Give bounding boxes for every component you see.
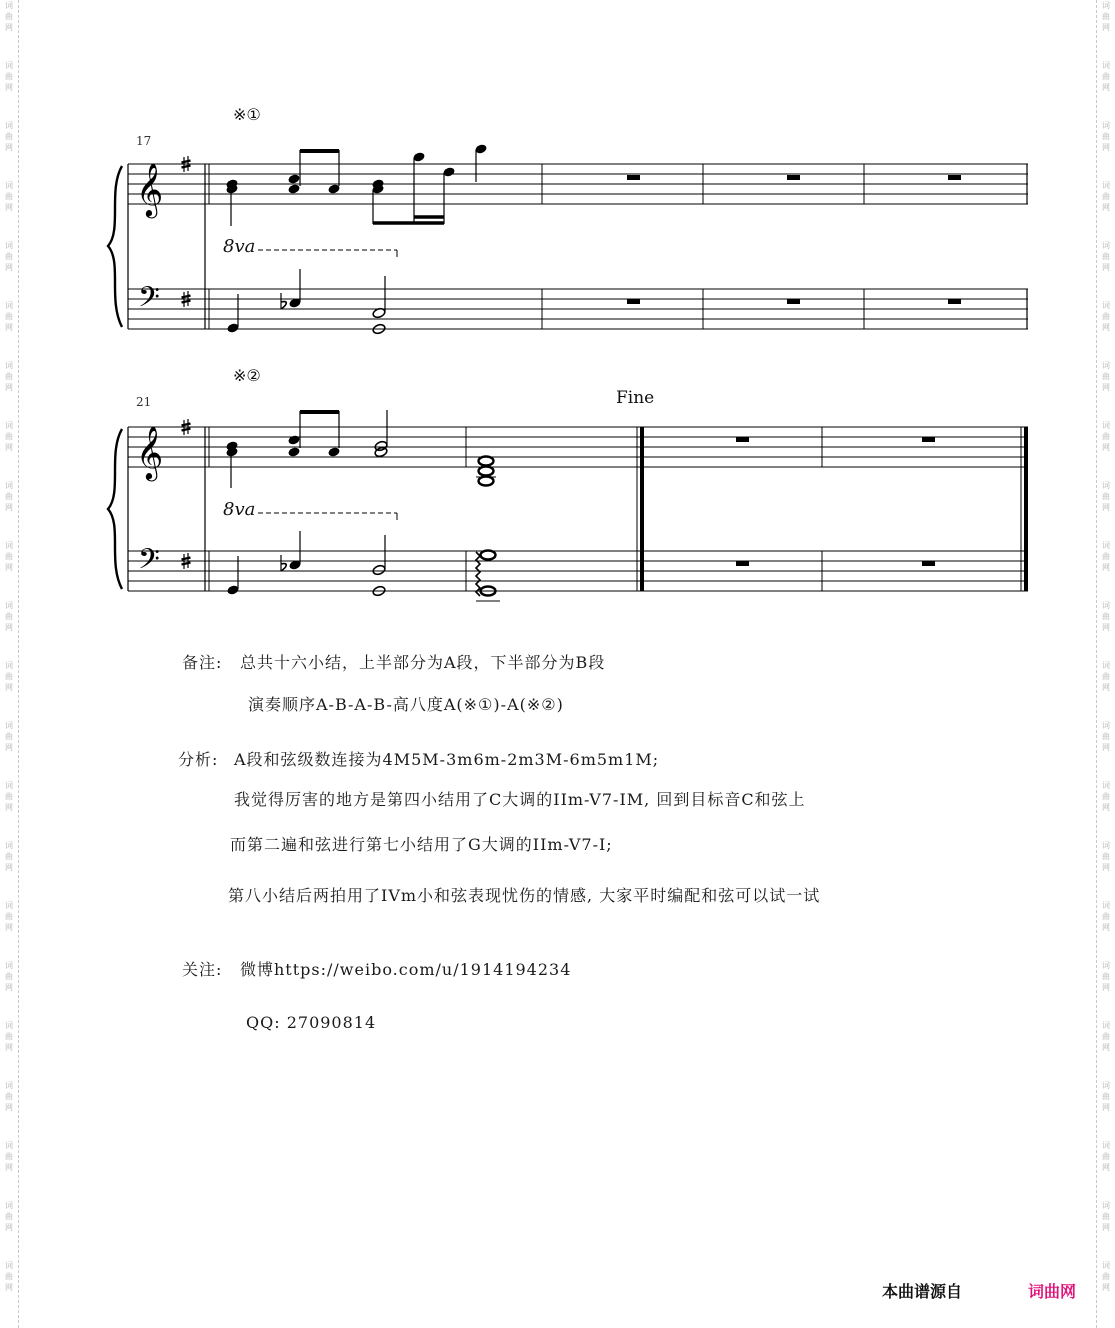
watermark-block: 词 曲 网 <box>1102 721 1110 752</box>
watermark-block: 词 曲 网 <box>5 841 13 872</box>
watermark-block: 词 曲 网 <box>5 781 13 812</box>
watermark-block: 词 曲 网 <box>5 121 13 152</box>
remark-label: 备注: <box>182 653 223 672</box>
watermark-block: 词 曲 网 <box>5 961 13 992</box>
watermark-block: 词 曲 网 <box>5 661 13 692</box>
watermark-block: 词 曲 网 <box>1102 841 1110 872</box>
watermark-block: 词 曲 网 <box>5 1081 13 1112</box>
watermark-block: 词 曲 网 <box>1102 661 1110 692</box>
treble-clef-2: 𝄞 <box>136 425 164 479</box>
watermark-block: 词 曲 网 <box>1102 1081 1110 1112</box>
bass-clef-2: 𝄢 <box>138 543 160 583</box>
watermark-block: 词 曲 网 <box>1102 901 1110 932</box>
watermark-block: 词 曲 网 <box>1102 61 1110 92</box>
watermark-block: 词 曲 网 <box>1102 301 1110 332</box>
watermark-block: 词 曲 网 <box>1102 361 1110 392</box>
watermark-block: 词 曲 网 <box>1102 541 1110 572</box>
watermark-block: 词 曲 网 <box>1102 1141 1110 1172</box>
analysis-line-4: 第八小结后两拍用了IVm小和弦表现忧伤的情感, 大家平时编配和弦可以试一试 <box>228 886 821 905</box>
watermark-block: 词 曲 网 <box>5 1201 13 1232</box>
remark-line-1: 总共十六小结，上半部分为A段，下半部分为B段 <box>240 653 606 672</box>
watermark-block: 词 曲 网 <box>5 901 13 932</box>
fine-marking: Fine <box>616 388 655 408</box>
analysis-line-2: 我觉得厉害的地方是第四小结用了C大调的IIm-V7-IM, 回到目标音C和弦上 <box>234 790 806 809</box>
bass-clef: 𝄢 <box>138 281 160 321</box>
watermark-block: 词 曲 网 <box>1102 1261 1110 1292</box>
watermark-block: 词 曲 网 <box>5 361 13 392</box>
analysis-label: 分析: <box>178 750 219 769</box>
watermark-block: 词 曲 网 <box>1102 601 1110 632</box>
watermark-block: 词 曲 网 <box>1102 121 1110 152</box>
follow-qq: QQ: 27090814 <box>246 1013 377 1032</box>
watermark-block: 词 曲 网 <box>5 1021 13 1052</box>
watermark-block: 词 曲 网 <box>5 601 13 632</box>
ottava-label-2: 8va <box>223 499 256 520</box>
watermark-block: 词 曲 网 <box>5 301 13 332</box>
watermark-block: 词 曲 网 <box>5 1261 13 1292</box>
watermark-block: 词 曲 网 <box>5 61 13 92</box>
footer-site-logo[interactable]: 词曲网 <box>1028 1282 1077 1301</box>
repeat-marker-2: ※② <box>233 366 261 385</box>
follow-label: 关注: <box>182 960 223 979</box>
watermark-block: 词 曲 网 <box>1102 781 1110 812</box>
follow-weibo-link[interactable]: 微博https://weibo.com/u/1914194234 <box>240 960 572 979</box>
watermark-block: 词 曲 网 <box>5 481 13 512</box>
watermark-block: 词 曲 网 <box>1102 181 1110 212</box>
analysis-line-1: A段和弦级数连接为4M5M-3m6m-2m3M-6m5m1M; <box>234 750 660 769</box>
watermark-block: 词 曲 网 <box>1102 1 1110 32</box>
ottava-label-1: 8va <box>223 236 256 257</box>
measure-number-17: 17 <box>136 134 152 148</box>
watermark-block: 词 曲 网 <box>5 541 13 572</box>
remark-line-2: 演奏顺序A-B-A-B-高八度A(※①)-A(※②) <box>248 695 564 714</box>
repeat-marker-1: ※① <box>233 105 261 124</box>
watermark-block: 词 曲 网 <box>5 1 13 32</box>
watermark-block: 词 曲 网 <box>1102 961 1110 992</box>
music-score <box>0 0 1115 640</box>
watermark-block: 词 曲 网 <box>5 241 13 272</box>
watermark-block: 词 曲 网 <box>5 421 13 452</box>
watermark-block: 词 曲 网 <box>1102 241 1110 272</box>
watermark-block: 词 曲 网 <box>5 181 13 212</box>
watermark-block: 词 曲 网 <box>1102 1201 1110 1232</box>
watermark-block: 词 曲 网 <box>5 721 13 752</box>
measure-number-21: 21 <box>136 395 152 409</box>
treble-clef: 𝄞 <box>136 162 164 216</box>
watermark-block: 词 曲 网 <box>1102 1021 1110 1052</box>
watermark-block: 词 曲 网 <box>1102 421 1110 452</box>
watermark-block: 词 曲 网 <box>5 1141 13 1172</box>
watermark-block: 词 曲 网 <box>1102 481 1110 512</box>
footer-source-label: 本曲谱源自 <box>882 1282 963 1301</box>
analysis-line-3: 而第二遍和弦进行第七小结用了G大调的IIm-V7-I; <box>230 835 613 854</box>
